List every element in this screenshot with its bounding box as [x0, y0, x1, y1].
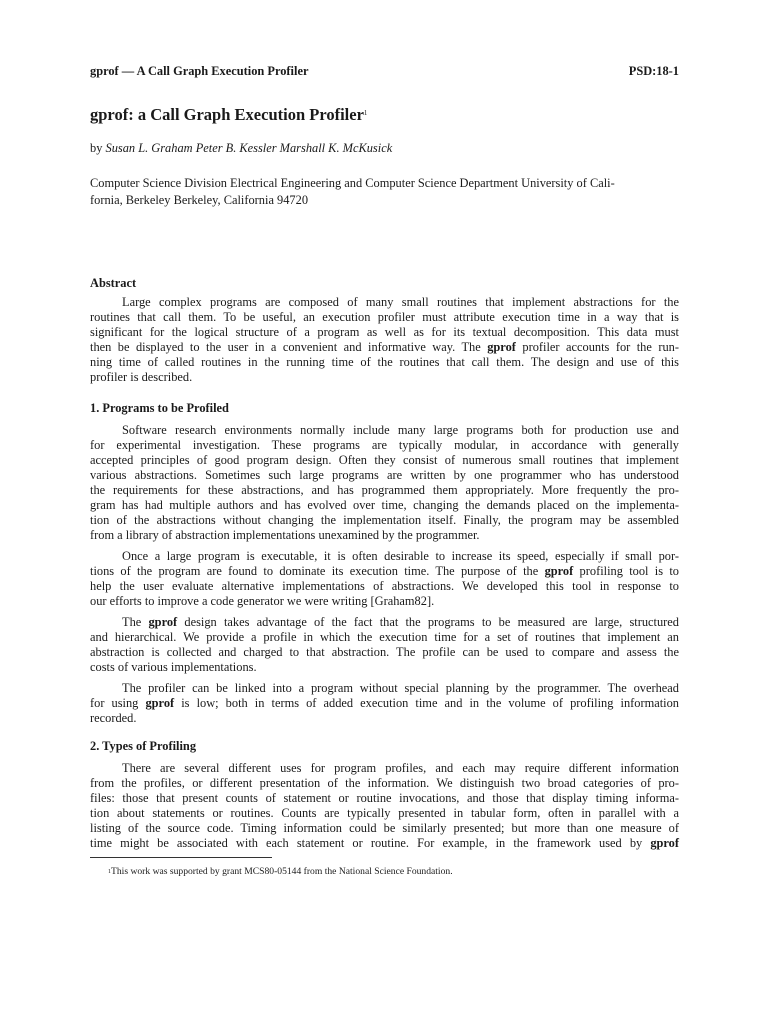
text-line — [90, 630, 679, 645]
text-line — [90, 821, 679, 836]
text-run: design takes advantage of the fact that the programs to be measured are large, structured — [177, 615, 679, 629]
byline-prefix: by — [90, 141, 103, 155]
text-run: various abstractions. Sometimes such large programs are written by one programmer who has understood — [90, 468, 679, 482]
text-run: listing of the source code. Timing information could be similarly presented; but more than one measure of — [90, 821, 679, 835]
text-line — [90, 468, 679, 483]
bold-term: gprof — [487, 340, 516, 354]
abstract-section — [90, 276, 679, 385]
text-run: from a library of abstraction implementations unexamined by the programmer. — [90, 528, 480, 542]
paragraph — [90, 761, 679, 851]
text-run: profiler is described. — [90, 370, 193, 384]
text-line — [90, 325, 679, 340]
text-line — [90, 340, 679, 355]
text-run: Large complex programs are composed of many small routines that implement abstractions for the — [122, 295, 679, 309]
text-line — [90, 453, 679, 468]
text-run: Once a large program is executable, it is often desirable to increase its speed, especially if small por- — [122, 549, 679, 563]
text-run: tion of the abstractions without changing the implementation itself. Finally, the program may be assembled — [90, 513, 679, 527]
text-line — [90, 615, 679, 630]
text-run: is low; both in terms of added execution time and in the volume of profiling information — [174, 696, 680, 710]
text-run: profiling tool is to — [573, 564, 679, 578]
text-run: ning time of called routines in the running time of the routines that call them. The design and use of this — [90, 355, 679, 369]
text-run: for using — [90, 696, 146, 710]
text-line — [90, 423, 679, 438]
text-line — [90, 645, 679, 660]
footnote — [108, 866, 453, 878]
text-line — [90, 806, 679, 821]
text-run: The profiler can be linked into a program without special planning by the programmer. The overhead — [122, 681, 679, 695]
text-line — [90, 438, 679, 453]
text-run: costs of various implementations. — [90, 660, 257, 674]
paper-title-text: gprof: a Call Graph Execution Profiler — [90, 105, 364, 124]
paper-title — [90, 105, 679, 124]
affiliation — [90, 175, 679, 209]
text-run: files: those that present counts of statement or routine invocations, and those that display timing informa- — [90, 791, 679, 805]
text-run: There are several different uses for program profiles, and each may require different information — [122, 761, 679, 775]
text-line — [90, 370, 679, 385]
bold-term: gprof — [544, 564, 574, 578]
running-head-title: gprof — A Call Graph Execution Profiler — [90, 64, 309, 78]
bold-term: gprof — [650, 836, 679, 850]
text-run: profiler accounts for the run- — [515, 340, 679, 354]
text-line — [90, 711, 679, 726]
text-run: routines that call them. To be useful, an execution profiler must attribute execution time in a way that is — [90, 310, 679, 324]
text-run: significant for the logical structure of a program as well as for its textual decomposition. This data must — [90, 325, 679, 339]
text-line — [90, 761, 679, 776]
text-run: from the profiles, or different presentation of the information. We distinguish two broad categories of pro- — [90, 776, 679, 790]
paragraph — [90, 615, 679, 675]
text-line — [90, 681, 679, 696]
bold-term: gprof — [148, 615, 178, 629]
text-line — [90, 564, 679, 579]
text-run: the requirements for these abstractions, and has programmed them appropriately. More frequently the pro- — [90, 483, 679, 497]
authors: Susan L. Graham Peter B. Kessler Marshall K. McKusick — [105, 141, 393, 155]
text-run: and hierarchical. We provide a profile in which the execution time for a set of routines that implement an — [90, 630, 679, 644]
section-heading: 1. Programs to be Profiled — [90, 401, 229, 415]
text-line — [90, 498, 679, 513]
text-run: tion about statements or routines. Counts are typically presented in tabular form, often in parallel with a — [90, 806, 679, 820]
footnote-mark: 1 — [363, 109, 368, 117]
text-line — [90, 660, 679, 675]
text-line — [90, 295, 679, 310]
paragraph — [90, 295, 679, 385]
page-number: PSD:18-1 — [628, 64, 679, 78]
text-line — [90, 310, 679, 325]
text-run: Software research environments normally include many large programs both for production use and — [122, 423, 679, 437]
section-heading: 2. Types of Profiling — [90, 739, 197, 753]
text-run: accepted principles of good program design. Often they consist of numerous small routines that implement — [90, 453, 679, 467]
text-run: gram has had multiple authors and has evolved over time, changing the demands placed on the implementa- — [90, 498, 679, 512]
text-run: our efforts to improve a code generator we were writing [Graham82]. — [90, 594, 435, 608]
footnote-text: This work was supported by grant MCS80-05144 from the National Science Foundation. — [111, 866, 453, 877]
text-run: recorded. — [90, 711, 137, 725]
paragraph — [90, 681, 679, 726]
bold-term: gprof — [145, 696, 175, 710]
running-head — [90, 64, 679, 79]
text-run: The — [122, 615, 149, 629]
text-line — [90, 594, 679, 609]
text-line — [90, 549, 679, 564]
text-line — [90, 696, 679, 711]
text-run: time might be associated with each statement or routine. For example, in the framework used by — [90, 836, 651, 850]
text-line — [90, 355, 679, 370]
section-programs-to-be-profiled — [90, 401, 679, 726]
byline — [90, 141, 679, 156]
text-run: then be displayed to the user in a convenient and informative way. The — [90, 340, 488, 354]
section-types-of-profiling — [90, 739, 679, 851]
paragraph — [90, 423, 679, 543]
footnote-rule — [90, 857, 272, 858]
text-line — [90, 579, 679, 594]
text-run: abstraction is collected and charged to that abstraction. The profile can be used to compare and assess the — [90, 645, 679, 659]
text-line — [90, 836, 679, 851]
text-line — [90, 776, 679, 791]
text-run: for experimental investigation. These programs are typically modular, in accordance with generally — [90, 438, 679, 452]
paragraph — [90, 549, 679, 609]
footnote-mark: 1 — [108, 869, 111, 875]
text-line — [90, 528, 679, 543]
text-run: help the user evaluate alternative implementations of abstractions. We developed this tool in response to — [90, 579, 679, 593]
text-line — [90, 513, 679, 528]
text-run: tions of the program are found to dominate its execution time. The purpose of the — [90, 564, 545, 578]
text-line — [90, 791, 679, 806]
affiliation-line: fornia, Berkeley Berkeley, California 94720 — [90, 193, 309, 207]
section-heading: Abstract — [90, 276, 137, 290]
text-line — [90, 483, 679, 498]
affiliation-line: Computer Science Division Electrical Engineering and Computer Science Department University of Cali- — [90, 176, 615, 190]
